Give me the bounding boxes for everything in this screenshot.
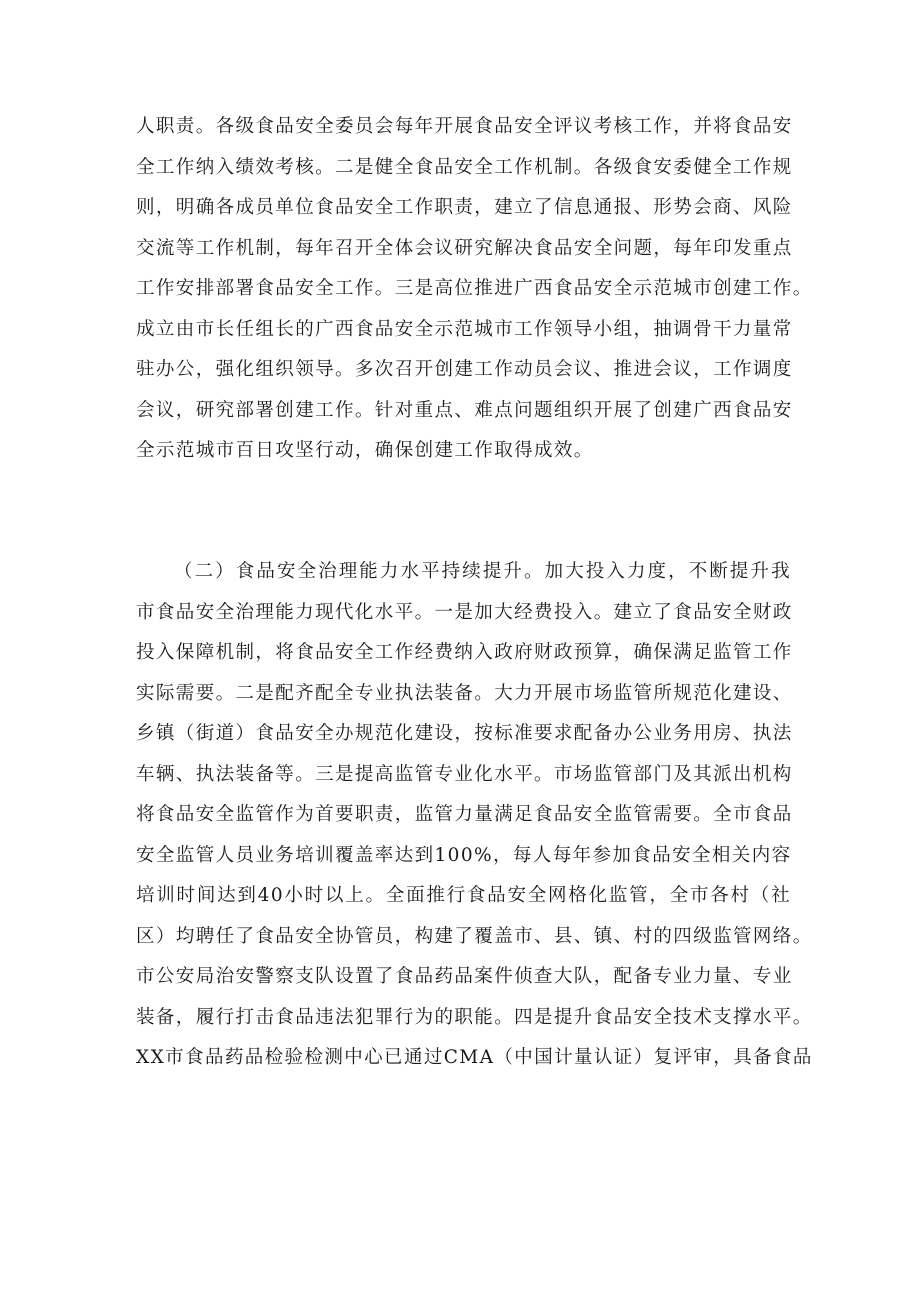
- text-line: 会议，研究部署创建工作。针对重点、难点问题组织开展了创建广西食品安: [136, 399, 793, 421]
- text-line: 区）均聘任了食品安全协管员，构建了覆盖市、县、镇、村的四级监管网络。: [136, 925, 813, 947]
- text-line: 成立由市长任组长的广西食品安全示范城市工作领导小组，抽调骨干力量常: [136, 318, 793, 340]
- text-line: 车辆、执法装备等。三是提高监管专业化水平。市场监管部门及其派出机构: [136, 763, 793, 785]
- text-line: 市公安局治安警察支队设置了食品药品案件侦查大队，配备专业力量、专业: [136, 966, 793, 987]
- text-line: 实际需要。二是配齐配全专业执法装备。大力开展市场监管所规范化建设、: [136, 682, 793, 704]
- section-heading-line: （二）食品安全治理能力水平持续提升。加大投入力度，不断提升我: [174, 561, 791, 582]
- text-line: 安全监管人员业务培训覆盖率达到100%，每人每年参加食品安全相关内容: [136, 844, 792, 866]
- text-line: 培训时间达到40小时以上。全面推行食品安全网格化监管，全市各村（社: [136, 885, 791, 906]
- text-line: 交流等工作机制，每年召开全体会议研究解决食品安全问题，每年印发重点: [136, 237, 793, 259]
- text-line: 全工作纳入绩效考核。二是健全食品安全工作机制。各级食安委健全工作规: [136, 156, 793, 178]
- text-line: 工作安排部署食品安全工作。三是高位推进广西食品安全示范城市创建工作。: [136, 278, 813, 299]
- text-line: 人职责。各级食品安全委员会每年开展食品安全评议考核工作，并将食品安: [136, 116, 793, 137]
- text-line: 市食品安全治理能力现代化水平。一是加大经费投入。建立了食品安全财政: [136, 601, 793, 623]
- text-line: XX市食品药品检验检测中心已通过CMA（中国计量认证）复评审，具备食品: [136, 1047, 813, 1068]
- paragraph-1: [136, 107, 813, 472]
- text-line: 则，明确各成员单位食品安全工作职责，建立了信息通报、形势会商、风险: [136, 197, 793, 218]
- text-line: 驻办公，强化组织领导。多次召开创建工作动员会议、推进会议，工作调度: [136, 359, 793, 380]
- text-line: 乡镇（街道）食品安全办规范化建设，按标准要求配备办公业务用房、执法: [136, 723, 793, 744]
- paragraph-2: [136, 552, 813, 1079]
- text-line: 装备，履行打击食品违法犯罪行为的职能。四是提升食品安全技术支撑水平。: [136, 1006, 813, 1028]
- text-line: 将食品安全监管作为首要职责，监管力量满足食品安全监管需要。全市食品: [136, 804, 793, 825]
- text-line: 投入保障机制，将食品安全工作经费纳入政府财政预算，确保满足监管工作: [136, 642, 793, 663]
- text-line: 全示范城市百日攻坚行动，确保创建工作取得成效。: [136, 440, 594, 461]
